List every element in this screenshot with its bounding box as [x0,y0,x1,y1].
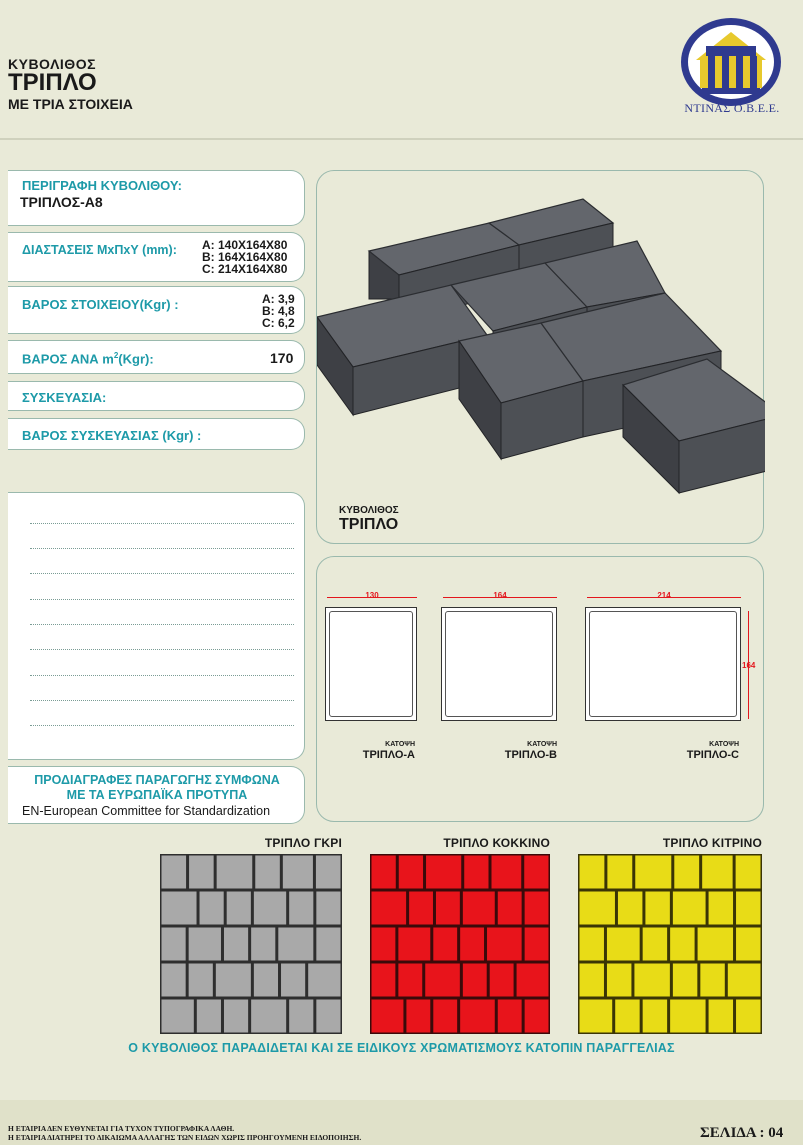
paver-block [251,928,275,961]
plan-a-outline [325,607,417,721]
paver-block [463,892,495,925]
paver-block [607,856,632,889]
paver-render [317,171,765,545]
paver-block [436,892,460,925]
paver-block [463,964,487,997]
paver-block [227,892,251,925]
swatch-yellow [578,854,762,1034]
paver-block [308,964,340,997]
plan-c-label-small: ΚΑΤΟΨΗ [709,741,739,748]
notes-box [8,492,305,760]
page-number: ΣΕΛΙΔΑ : 04 [700,1125,784,1141]
paver-block [162,856,187,889]
paver-block [372,964,396,997]
paver-block [224,928,248,961]
paver-block [643,928,667,961]
paver-block [736,892,760,925]
render-caption-big: ΤΡΙΠΛΟ [339,516,399,533]
color-title-red: ΤΡΙΠΛΟ ΚΟΚΚΙΝΟ [443,836,550,850]
paver-block [251,1000,286,1033]
paver-block [698,928,733,961]
swatch-grey [160,854,342,1034]
weight-c: C: 6,2 [262,316,295,330]
paver-block [289,1000,313,1033]
page-subtitle: ΜΕ ΤΡΙΑ ΣΤΟΙΧΕΙΑ [8,96,133,112]
packaging-box [8,381,305,411]
paver-block [635,856,671,889]
paver-block [189,964,213,997]
paver-block [372,1000,404,1033]
paver-block [490,964,514,997]
render-caption-small: ΚΥΒΟΛΙΘΟΣ [339,505,399,516]
weight-box [8,286,305,334]
plan-view-panel [316,556,764,822]
paver-block [224,1000,248,1033]
paver-block [254,964,278,997]
dimensions-label: ΔΙΑΣΤΑΣΕΙΣ ΜxΠxΥ (mm): [22,243,177,257]
dimensions-b: B: 164X164X80 [202,250,288,264]
paver-block [580,856,605,889]
paver-block [398,928,430,961]
custom-colors-note: Ο ΚΥΒΟΛΙΘΟΣ ΠΑΡΑΔΙΔΕΤΑΙ ΚΑΙ ΣΕ ΕΙΔΙΚΟΥΣ ΧΡΩΜΑΤΙΣΜΟΥΣ ΚΑΤΟΠΙΝ ΠΑΡΑΓΓΕΛΙΑΣ [128,1041,675,1055]
paver-block [217,856,253,889]
weight-m2-label-pre: ΒΑΡΟΣ ΑΝΑ m [22,351,114,367]
plan-a-label-small: ΚΑΤΟΨΗ [385,741,415,748]
weight-m2-value: 170 [270,350,294,366]
paver-block [460,928,484,961]
note-line [30,548,294,549]
paver-block [673,964,697,997]
paver-block [517,964,549,997]
standards-line2: ΜΕ ΤΑ ΕΥΡΩΠΑΪΚΑ ΠΡΟΤΥΠΑ [66,788,248,802]
note-line [30,599,294,600]
paver-block [580,892,615,925]
paver-block [643,1000,667,1033]
paver-block [728,964,761,997]
packaging-label: ΣΥΣΚΕΥΑΣΙΑ: [22,390,107,405]
weight-label: ΒΑΡΟΣ ΣΤΟΙΧΕΙΟΥ(Kgr) : [22,297,179,312]
dimensions-c: C: 214X164X80 [202,262,288,276]
paver-block [607,928,640,961]
paver-block [674,856,699,889]
header-divider [0,138,803,140]
note-line [30,573,294,574]
paver-block [498,892,522,925]
paver-block [200,892,224,925]
standards-box [8,766,305,824]
note-line [30,675,294,676]
paver-block [398,964,422,997]
paver-block [162,928,186,961]
weight-m2-label-post: (Kgr): [118,351,154,367]
paver-block [372,928,396,961]
plan-c-dim-label: 214 [657,591,671,600]
footer-disclaimer-1: Η ΕΤΑΙΡΙΑ ΔΕΝ ΕΥΘΥΝΕΤΑΙ ΓΙΑ ΤΥΧΟΝ ΤΥΠΟΓΡΑΦΙΚΑ ΛΑΘΗ. [8,1124,235,1133]
paver-block [525,928,549,961]
note-line [30,523,294,524]
color-title-yellow: ΤΡΙΠΛΟ ΚΙΤΡΙΝΟ [662,836,762,850]
company-name: ΝΤΙΝΑΣ Ο.Β.Ε.Ε. [684,101,780,115]
paver-block [580,928,604,961]
packaging-weight-box [8,418,305,450]
paver-block [281,964,305,997]
paver-block [399,856,423,889]
paver-block [460,1000,495,1033]
paver-block [278,928,313,961]
paver-block [464,856,488,889]
paver-block [702,856,732,889]
plan-b-label-big: ΤΡΙΠΛΟ-Β [504,749,557,761]
note-line [30,649,294,650]
note-line [30,624,294,625]
paver-block [607,964,631,997]
dimensions-box [8,232,305,282]
color-title-grey: ΤΡΙΠΛΟ ΓΚΡΙ [264,836,342,850]
paver-block [580,1000,613,1033]
paver-block [736,928,760,961]
packaging-weight-label: ΒΑΡΟΣ ΣΥΣΚΕΥΑΣΙΑΣ (Kgr) : [22,428,202,443]
description-value: ΤΡΙΠΛΟΣ-Α8 [20,194,103,210]
paver-block [289,892,313,925]
paver-block [189,928,221,961]
page-title-triplo: ΤΡΙΠΛΟ [8,69,97,96]
product-render-panel [316,170,764,544]
paver-block [634,964,669,997]
paver-block [615,1000,639,1033]
paver-block [709,892,733,925]
paver-block [283,856,313,889]
paver-block [254,892,286,925]
paver-block [425,964,460,997]
paver-block [162,892,197,925]
description-label: ΠΕΡΙΓΡΑΦΗ ΚΥΒΟΛΙΘΟΥ: [22,178,182,193]
paver-block [670,1000,705,1033]
paver-block [673,892,706,925]
description-box [8,170,305,226]
weight-b: B: 4,8 [262,304,295,318]
paver-block [433,1000,457,1033]
paver-block [316,892,340,925]
paver-block [216,964,251,997]
paver-block [700,964,724,997]
paver-block [162,964,186,997]
paver-block [372,892,407,925]
plan-c-side-dim-label: 164 [742,661,756,670]
paver-block [372,856,396,889]
paver-block [525,1000,549,1033]
paver-block [197,1000,221,1033]
paver-block [736,1000,760,1033]
page-title-kyvolithos: ΚΥΒΟΛΙΘΟΣ [8,56,96,72]
weight-m2-box [8,340,305,374]
paver-block [426,856,461,889]
paver-block [162,1000,194,1033]
paver-block [645,892,669,925]
plan-c-outline [585,607,741,721]
plan-c-label-big: ΤΡΙΠΛΟ-C [686,749,739,761]
paver-block [736,856,761,889]
paver-block [316,928,340,961]
paver-block [709,1000,733,1033]
plan-a-dim-label: 130 [365,591,379,600]
plan-a-label-big: ΤΡΙΠΛΟ-Α [362,749,415,761]
note-line [30,700,294,701]
paver-block [580,964,604,997]
standards-line3: EN-European Committee for Standardization [22,804,271,818]
paver-block [492,856,522,889]
plan-b-label-small: ΚΑΤΟΨΗ [527,741,557,748]
paver-block [525,892,549,925]
paver-block [316,856,341,889]
weight-m2-label [22,351,154,366]
paver-block [406,1000,430,1033]
paver-block [409,892,433,925]
standards-line1: ΠΡΟΔΙΑΓΡΑΦΕΣ ΠΑΡΑΓΩΓΗΣ ΣΥΜΦΩΝΑ [34,773,280,787]
paver-block [189,856,214,889]
paver-block [255,856,280,889]
dimensions-a: A: 140X164X80 [202,238,288,252]
paver-block [524,856,548,889]
plan-b-outline [441,607,557,721]
footer-disclaimer-2: Η ΕΤΑΙΡΙΑ ΔΙΑΤΗΡΕΙ ΤΟ ΔΙΚΑΙΩΜΑ ΑΛΛΑΓΗΣ ΤΩΝ ΕΙΔΩΝ ΧΩΡΙΣ ΠΡΟΗΓΟΥΜΕΝΗ ΕΙΔΟΠΟΙΗΣΗ. [8,1133,362,1142]
note-line [30,725,294,726]
paver-block [618,892,642,925]
plan-b-dim-label: 164 [493,591,507,600]
paver-block [433,928,457,961]
paver-block [498,1000,522,1033]
paver-block [670,928,694,961]
swatch-red [370,854,550,1034]
paver-block [316,1000,340,1033]
paver-block [487,928,522,961]
weight-m2-label-sup: 2 [113,351,119,360]
weight-a: A: 3,9 [262,292,295,306]
